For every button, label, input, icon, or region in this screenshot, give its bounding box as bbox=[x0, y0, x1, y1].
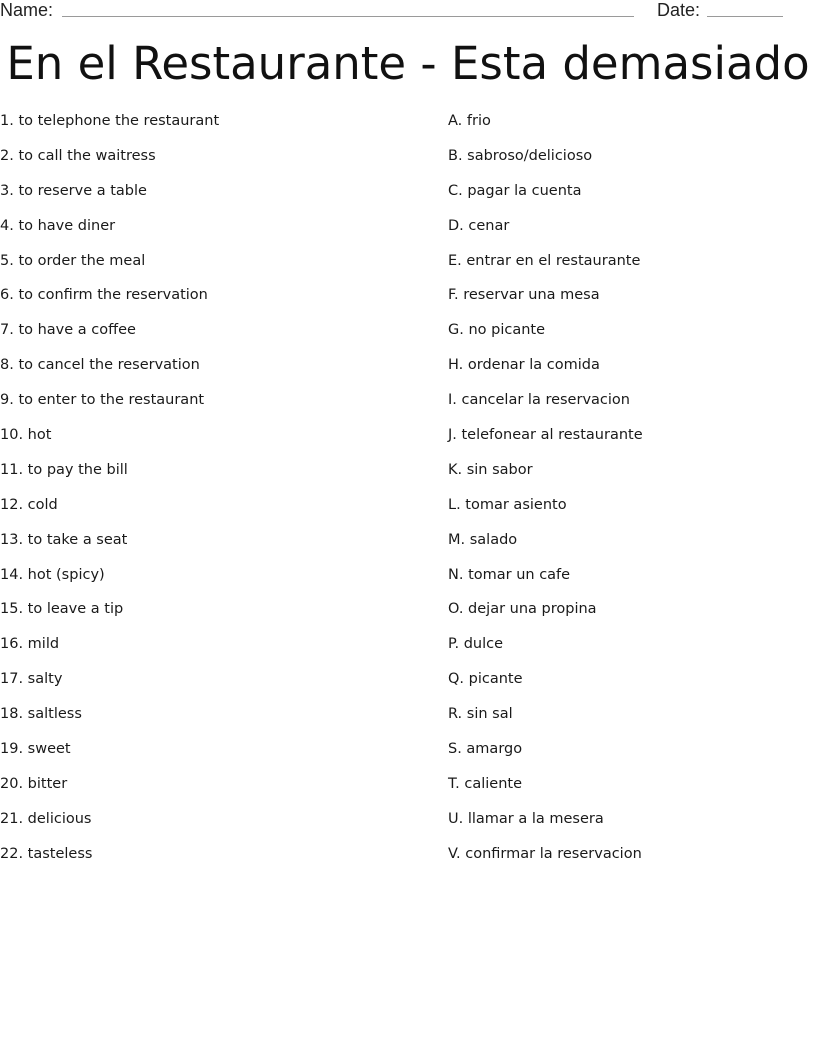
spanish-terms-list bbox=[448, 111, 808, 879]
english-term-item: 8. to cancel the reservation bbox=[0, 357, 200, 374]
english-term-item: 4. to have diner bbox=[0, 217, 116, 234]
spanish-term-item: N. tomar un cafe bbox=[448, 566, 571, 583]
english-term-item: 1. to telephone the restaurant bbox=[0, 113, 220, 129]
english-term-item: 2. to call the waitress bbox=[0, 147, 156, 164]
spanish-term-item: P. dulce bbox=[448, 636, 504, 653]
spanish-term-item: O. dejar una propina bbox=[448, 601, 597, 618]
english-term-item: 18. saltless bbox=[0, 706, 82, 723]
english-term-item: 21. delicious bbox=[0, 810, 92, 827]
spanish-term-item: D. cenar bbox=[448, 217, 510, 234]
spanish-term-item: K. sin sabor bbox=[448, 461, 533, 478]
spanish-term-item: B. sabroso/delicioso bbox=[448, 147, 593, 164]
spanish-term-item: Q. picante bbox=[448, 671, 523, 688]
spanish-term-item: R. sin sal bbox=[448, 706, 513, 723]
english-term-item: 13. to take a seat bbox=[0, 531, 128, 548]
english-term-item: 10. hot bbox=[0, 427, 52, 444]
worksheet-title: En el Restaurante - Esta demasiado bbox=[6, 37, 810, 90]
english-term-item: 20. bitter bbox=[0, 775, 68, 792]
english-term-item: 11. to pay the bill bbox=[0, 461, 128, 478]
spanish-term-item: A. frio bbox=[448, 113, 491, 129]
english-term-item: 7. to have a coffee bbox=[0, 322, 136, 339]
date-label: Date: bbox=[657, 0, 701, 20]
spanish-term-item: I. cancelar la reservacion bbox=[448, 392, 630, 409]
spanish-term-item: G. no picante bbox=[448, 322, 546, 339]
spanish-term-item: L. tomar asiento bbox=[448, 496, 567, 513]
english-term-item: 17. salty bbox=[0, 671, 63, 688]
name-label: Name: bbox=[0, 0, 54, 20]
english-term-item: 16. mild bbox=[0, 636, 60, 653]
english-term-item: 6. to confirm the reservation bbox=[0, 287, 208, 304]
spanish-term-item: F. reservar una mesa bbox=[448, 287, 600, 304]
spanish-term-item: J. telefonear al restaurante bbox=[448, 427, 643, 444]
english-terms-list bbox=[0, 111, 420, 879]
english-term-item: 9. to enter to the restaurant bbox=[0, 392, 205, 409]
english-term-item: 14. hot (spicy) bbox=[0, 566, 105, 583]
spanish-term-item: V. confirmar la reservacion bbox=[448, 845, 642, 862]
spanish-term-item: S. amargo bbox=[448, 741, 523, 758]
english-term-item: 5. to order the meal bbox=[0, 252, 146, 269]
spanish-term-item: M. salado bbox=[448, 531, 518, 548]
english-term-item: 22. tasteless bbox=[0, 845, 93, 862]
spanish-term-item: U. llamar a la mesera bbox=[448, 810, 604, 827]
spanish-term-item: E. entrar en el restaurante bbox=[448, 252, 641, 269]
english-term-item: 3. to reserve a table bbox=[0, 182, 147, 199]
worksheet-header bbox=[0, 0, 816, 24]
english-term-item: 19. sweet bbox=[0, 741, 71, 758]
date-blank-line bbox=[707, 16, 783, 17]
spanish-term-item: C. pagar la cuenta bbox=[448, 182, 582, 199]
english-term-item: 15. to leave a tip bbox=[0, 601, 124, 618]
spanish-term-item: H. ordenar la comida bbox=[448, 357, 600, 374]
english-term-item: 12. cold bbox=[0, 496, 58, 513]
spanish-term-item: T. caliente bbox=[448, 775, 522, 792]
name-blank-line bbox=[62, 16, 634, 17]
